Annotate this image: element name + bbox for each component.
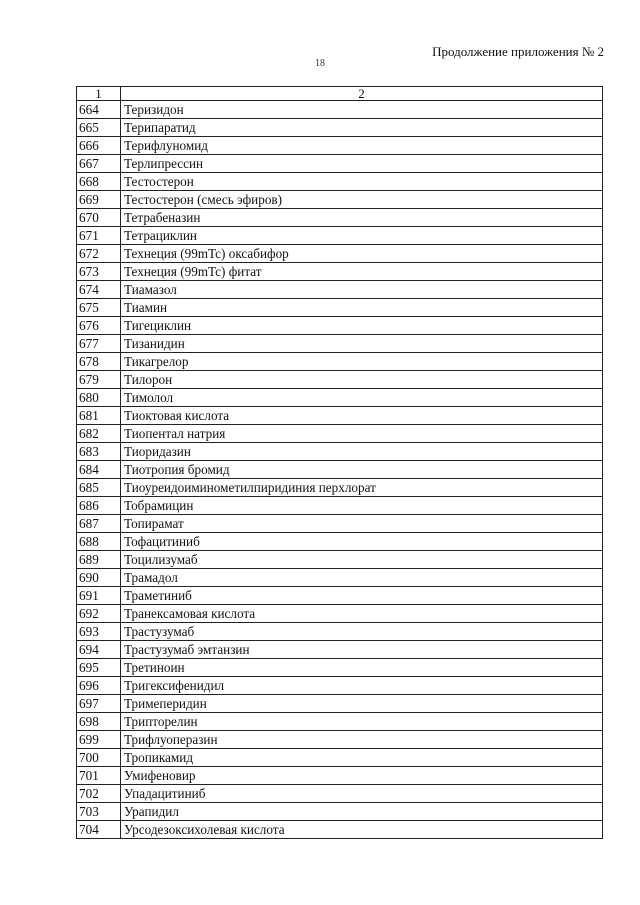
row-number-cell: 668 bbox=[77, 173, 121, 191]
continuation-header: Продолжение приложения № 2 bbox=[432, 44, 604, 59]
drug-name-cell: Тизанидин bbox=[121, 335, 603, 353]
table-row bbox=[77, 353, 603, 371]
row-number-cell: 676 bbox=[77, 317, 121, 335]
table-row bbox=[77, 515, 603, 533]
table-row bbox=[77, 749, 603, 767]
drug-list-table bbox=[76, 86, 603, 839]
drug-name-cell: Тримеперидин bbox=[121, 695, 603, 713]
drug-name-cell: Трастузумаб эмтанзин bbox=[121, 641, 603, 659]
table-row bbox=[77, 587, 603, 605]
table-row bbox=[77, 695, 603, 713]
table-row bbox=[77, 425, 603, 443]
table-row bbox=[77, 623, 603, 641]
drug-name-cell: Тетрациклин bbox=[121, 227, 603, 245]
drug-name-cell: Тиамин bbox=[121, 299, 603, 317]
drug-name-cell: Траметиниб bbox=[121, 587, 603, 605]
drug-name-cell: Терлипрессин bbox=[121, 155, 603, 173]
table-row bbox=[77, 731, 603, 749]
row-number-cell: 694 bbox=[77, 641, 121, 659]
table-row bbox=[77, 137, 603, 155]
drug-name-cell: Транексамовая кислота bbox=[121, 605, 603, 623]
row-number-cell: 669 bbox=[77, 191, 121, 209]
table-row bbox=[77, 263, 603, 281]
table-row bbox=[77, 209, 603, 227]
table-row bbox=[77, 821, 603, 839]
drug-name-cell: Тропикамид bbox=[121, 749, 603, 767]
table-row bbox=[77, 533, 603, 551]
table-row bbox=[77, 191, 603, 209]
table-row bbox=[77, 785, 603, 803]
row-number-cell: 682 bbox=[77, 425, 121, 443]
drug-name-cell: Тоцилизумаб bbox=[121, 551, 603, 569]
row-number-cell: 670 bbox=[77, 209, 121, 227]
table-row bbox=[77, 551, 603, 569]
row-number-cell: 679 bbox=[77, 371, 121, 389]
drug-name-cell: Тетрабеназин bbox=[121, 209, 603, 227]
row-number-cell: 686 bbox=[77, 497, 121, 515]
drug-name-cell: Терипаратид bbox=[121, 119, 603, 137]
drug-name-cell: Тобрамицин bbox=[121, 497, 603, 515]
row-number-cell: 700 bbox=[77, 749, 121, 767]
row-number-cell: 693 bbox=[77, 623, 121, 641]
row-number-cell: 665 bbox=[77, 119, 121, 137]
drug-name-cell: Тиоуреидоиминометилпиридиния перхлорат bbox=[121, 479, 603, 497]
table-row bbox=[77, 569, 603, 587]
row-number-cell: 687 bbox=[77, 515, 121, 533]
table-row bbox=[77, 461, 603, 479]
table-row bbox=[77, 119, 603, 137]
drug-name-cell: Тикагрелор bbox=[121, 353, 603, 371]
row-number-cell: 671 bbox=[77, 227, 121, 245]
drug-name-cell: Топирамат bbox=[121, 515, 603, 533]
table-row bbox=[77, 443, 603, 461]
table-row bbox=[77, 227, 603, 245]
table-header-row bbox=[77, 87, 603, 101]
drug-name-cell: Трастузумаб bbox=[121, 623, 603, 641]
table-row bbox=[77, 605, 603, 623]
drug-name-cell: Тригексифенидил bbox=[121, 677, 603, 695]
drug-name-cell: Тиамазол bbox=[121, 281, 603, 299]
row-number-cell: 683 bbox=[77, 443, 121, 461]
drug-name-cell: Тиоридазин bbox=[121, 443, 603, 461]
table-row bbox=[77, 281, 603, 299]
table-row bbox=[77, 389, 603, 407]
row-number-cell: 673 bbox=[77, 263, 121, 281]
drug-name-cell: Урапидил bbox=[121, 803, 603, 821]
table-row bbox=[77, 245, 603, 263]
row-number-cell: 701 bbox=[77, 767, 121, 785]
row-number-cell: 667 bbox=[77, 155, 121, 173]
row-number-cell: 675 bbox=[77, 299, 121, 317]
drug-name-cell: Упадацитиниб bbox=[121, 785, 603, 803]
row-number-cell: 680 bbox=[77, 389, 121, 407]
table-row bbox=[77, 677, 603, 695]
row-number-cell: 699 bbox=[77, 731, 121, 749]
row-number-cell: 689 bbox=[77, 551, 121, 569]
page-number: 18 bbox=[315, 58, 325, 69]
row-number-cell: 704 bbox=[77, 821, 121, 839]
drug-name-cell: Тиопентал натрия bbox=[121, 425, 603, 443]
table-row bbox=[77, 641, 603, 659]
row-number-cell: 696 bbox=[77, 677, 121, 695]
table-row bbox=[77, 335, 603, 353]
row-number-cell: 666 bbox=[77, 137, 121, 155]
drug-name-cell: Тестостерон bbox=[121, 173, 603, 191]
drug-name-cell: Тилорон bbox=[121, 371, 603, 389]
drug-name-cell: Тиоктовая кислота bbox=[121, 407, 603, 425]
row-number-cell: 702 bbox=[77, 785, 121, 803]
table-row bbox=[77, 803, 603, 821]
drug-name-cell: Тиотропия бромид bbox=[121, 461, 603, 479]
row-number-cell: 674 bbox=[77, 281, 121, 299]
table-row bbox=[77, 767, 603, 785]
table-row bbox=[77, 173, 603, 191]
row-number-cell: 684 bbox=[77, 461, 121, 479]
drug-name-cell: Трипторелин bbox=[121, 713, 603, 731]
table-row bbox=[77, 101, 603, 119]
row-number-cell: 681 bbox=[77, 407, 121, 425]
drug-name-cell: Технеция (99mTc) оксабифор bbox=[121, 245, 603, 263]
table-body bbox=[77, 101, 603, 839]
table-row bbox=[77, 407, 603, 425]
drug-name-cell: Третиноин bbox=[121, 659, 603, 677]
drug-name-cell: Трифлуоперазин bbox=[121, 731, 603, 749]
row-number-cell: 698 bbox=[77, 713, 121, 731]
drug-name-cell: Трамадол bbox=[121, 569, 603, 587]
row-number-cell: 664 bbox=[77, 101, 121, 119]
table-row bbox=[77, 155, 603, 173]
table-row bbox=[77, 713, 603, 731]
drug-name-cell: Тестостерон (смесь эфиров) bbox=[121, 191, 603, 209]
table-row bbox=[77, 659, 603, 677]
row-number-cell: 677 bbox=[77, 335, 121, 353]
drug-name-cell: Технеция (99mTc) фитат bbox=[121, 263, 603, 281]
row-number-cell: 688 bbox=[77, 533, 121, 551]
row-number-cell: 685 bbox=[77, 479, 121, 497]
row-number-cell: 691 bbox=[77, 587, 121, 605]
row-number-cell: 695 bbox=[77, 659, 121, 677]
table-row bbox=[77, 299, 603, 317]
row-number-cell: 703 bbox=[77, 803, 121, 821]
drug-name-cell: Теризидон bbox=[121, 101, 603, 119]
row-number-cell: 690 bbox=[77, 569, 121, 587]
row-number-cell: 672 bbox=[77, 245, 121, 263]
drug-name-cell: Тигециклин bbox=[121, 317, 603, 335]
drug-name-cell: Терифлуномид bbox=[121, 137, 603, 155]
table-row bbox=[77, 317, 603, 335]
row-number-cell: 697 bbox=[77, 695, 121, 713]
row-number-cell: 692 bbox=[77, 605, 121, 623]
column-header-number: 1 bbox=[77, 87, 121, 101]
row-number-cell: 678 bbox=[77, 353, 121, 371]
drug-name-cell: Тимолол bbox=[121, 389, 603, 407]
table-row bbox=[77, 497, 603, 515]
drug-name-cell: Урсодезоксихолевая кислота bbox=[121, 821, 603, 839]
drug-name-cell: Тофацитиниб bbox=[121, 533, 603, 551]
column-header-name: 2 bbox=[121, 87, 603, 101]
table-row bbox=[77, 371, 603, 389]
drug-name-cell: Умифеновир bbox=[121, 767, 603, 785]
table-row bbox=[77, 479, 603, 497]
